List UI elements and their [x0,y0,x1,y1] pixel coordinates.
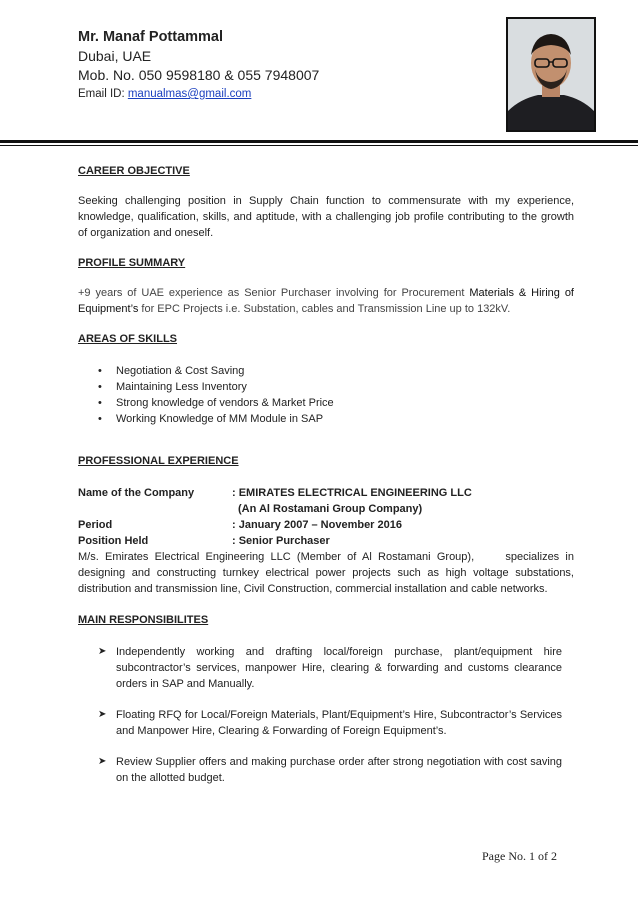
profile-summary-text-part-3: for EPC Projects i.e. Substation, cables and Transmission Line up to 132kV. [138,303,511,315]
company-subtitle: (An Al Rostamani Group Company) [238,503,423,515]
email-line [78,86,498,103]
resume-header [78,28,498,103]
responsibility-text: Independently working and drafting local/foreign purchase, plant/equipment hire subcontractor’s services, manpower Hire, clearing & forwarding and customs clearance orders in SAP and Manually. [116,646,562,690]
company-sub-row [78,501,574,517]
header-divider-thin [0,145,638,146]
profile-summary-text-part-2: Materials & Hiring of Equipment’s [78,287,574,315]
skill-item: • Strong knowledge of vendors & Market Price [116,395,574,411]
responsibility-item [98,707,574,739]
candidate-name: Mr. Manaf Pottammal [78,29,224,45]
candidate-phone: Mob. No. 050 9598180 & 055 7948007 [78,67,320,83]
position-row [78,533,574,549]
resume-body [78,163,578,801]
position-label: Position Held [78,535,149,547]
company-value: : EMIRATES ELECTRICAL ENGINEERING LLC [232,487,472,499]
email-label: Email ID: [78,88,128,100]
position-value: : Senior Purchaser [232,535,330,547]
responsibility-item [98,754,574,786]
arrow-bullet-icon: ➤ [98,709,107,720]
header-divider-thick [0,140,638,143]
experience-heading: PROFESSIONAL EXPERIENCE [78,455,239,467]
period-label: Period [78,519,113,531]
career-objective-heading: CAREER OBJECTIVE [78,165,190,177]
profile-photo [506,17,596,132]
arrow-bullet-icon: ➤ [98,756,107,767]
page-number: Page No. 1 of 2 [482,849,557,863]
skill-item: • Working Knowledge of MM Module in SAP [116,411,574,427]
profile-summary-text [78,285,574,317]
profile-photo-image [508,19,594,130]
company-label: Name of the Company [78,487,195,499]
company-description: M/s. Emirates Electrical Engineering LLC (Member of Al Rostamani Group), specializes in designing and constructing turnkey electrical power projects such as high voltage substations, distribution and transmission line, Civil Construction, commercial installation and cable networks. [78,551,578,595]
responsibilities-heading: MAIN RESPONSIBILITES [78,614,209,626]
profile-summary-text-part-1: +9 years of UAE experience as Senior Purchaser involving for Procurement [78,287,470,299]
career-objective-text: Seeking challenging position in Supply Chain function to commensurate with my experience, knowledge, qualification, skills, and aptitude, with a challenging job profile contributing to the growth of organization and oneself. [78,195,574,239]
candidate-location: Dubai, UAE [78,48,152,64]
company-row [78,485,574,501]
skills-list [78,363,574,427]
responsibilities-list [78,644,574,786]
period-value: : January 2007 – November 2016 [232,519,402,531]
period-row [78,517,574,533]
email-link[interactable]: manualmas@gmail.com [127,88,252,100]
responsibility-text: Review Supplier offers and making purchase order after strong negotiation with cost saving on the allotted budget. [116,756,562,784]
arrow-bullet-icon: ➤ [98,646,107,657]
skill-item: • Negotiation & Cost Saving [116,363,574,379]
responsibility-text: Floating RFQ for Local/Foreign Materials, Plant/Equipment’s Hire, Subcontractor’s Services and Manpower Hire, Clearing & Forwarding of Foreign Equipment’s. [116,709,562,737]
profile-summary-heading: PROFILE SUMMARY [78,257,186,269]
skill-item: • Maintaining Less Inventory [116,379,574,395]
skills-heading: AREAS OF SKILLS [78,333,178,345]
responsibility-item [98,644,574,692]
